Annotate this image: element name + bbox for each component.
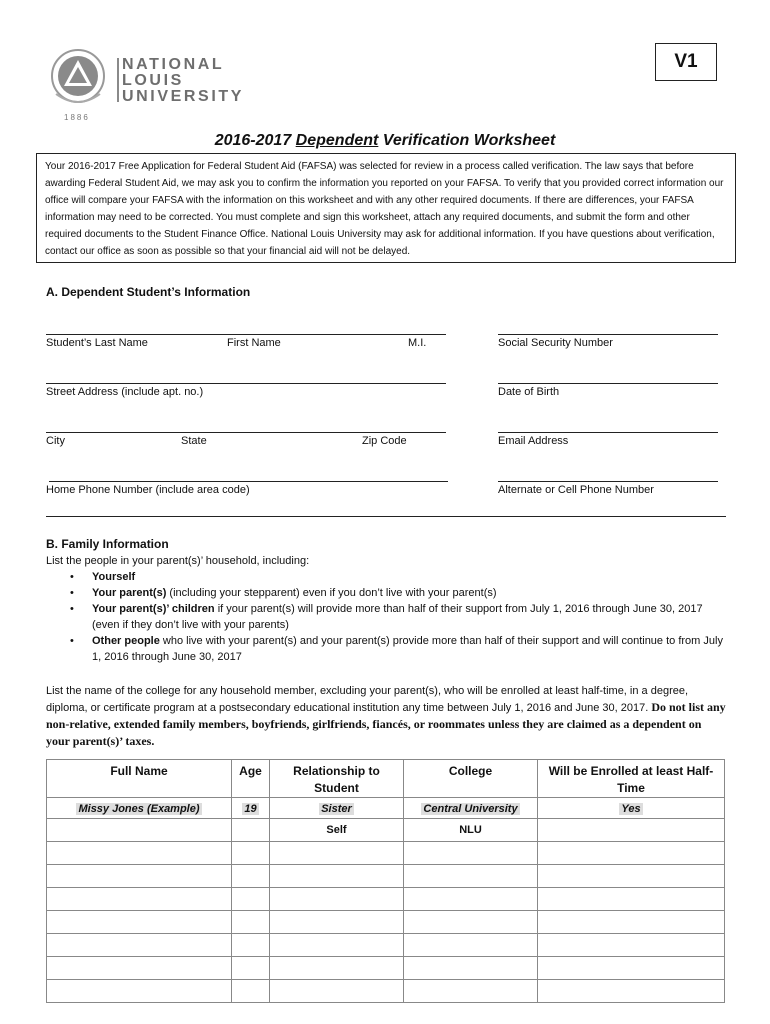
col-enrolled: Will be Enrolled at least Half-Time [538,760,725,798]
table-row [47,842,725,865]
city-line[interactable] [46,432,446,433]
table-cell[interactable] [270,980,404,1003]
table-row [47,980,725,1003]
table-cell [232,798,270,819]
title-suffix: Verification Worksheet [378,132,556,149]
table-row [47,888,725,911]
alt-phone-label: Alternate or Cell Phone Number [498,484,654,496]
table-cell[interactable] [232,934,270,957]
table-cell[interactable] [270,911,404,934]
table-row [47,911,725,934]
example-enrolled: Yes [621,803,641,815]
table-cell[interactable] [47,980,232,1003]
title-underlined: Dependent [295,132,379,149]
list-item [46,633,726,665]
table-row-self [47,819,725,842]
bullet-icon: • [70,587,74,599]
zip-label: Zip Code [362,435,407,447]
dob-line[interactable] [498,383,718,384]
example-name: Missy Jones (Example) [78,803,200,815]
street-line[interactable] [46,383,446,384]
table-cell[interactable] [232,888,270,911]
state-label: State [181,435,207,447]
ssn-label: Social Security Number [498,337,613,349]
example-age: 19 [244,803,257,815]
logo-line-national: NATIONAL [122,56,225,73]
name-line[interactable] [46,334,446,335]
version-box: V1 [655,43,717,81]
table-cell[interactable] [404,957,538,980]
example-college: Central University [423,803,518,815]
table-cell[interactable] [538,865,725,888]
table-cell[interactable] [538,934,725,957]
table-cell[interactable] [232,819,270,842]
table-cell[interactable] [270,957,404,980]
table-cell[interactable] [404,911,538,934]
household-lead: List the people in your parent(s)’ household, including: [46,555,310,567]
list-item [46,585,726,601]
example-relationship: Sister [321,803,352,815]
university-logo-text [122,57,244,105]
table-cell[interactable] [47,865,232,888]
section-b-heading: B. Family Information [46,537,169,551]
table-cell[interactable] [47,957,232,980]
table-cell[interactable] [270,865,404,888]
dob-label: Date of Birth [498,386,560,398]
bullet-text: who live with your parent(s) and your parent(s) provide more than half of their support and will continue to from July 1, 2016 through June 30, 2017 [92,635,723,663]
bullet-icon: • [70,603,74,615]
bullet-text: (including your stepparent) even if you don’t live with your parent(s) [166,587,497,599]
page-title [0,132,770,150]
email-label: Email Address [498,435,569,447]
title-prefix: 2016-2017 [214,132,296,149]
first-name-label: First Name [227,337,281,349]
college-instructions [46,683,726,750]
email-line[interactable] [498,432,718,433]
table-row [47,957,725,980]
mi-label: M.I. [408,337,427,349]
home-phone-label: Home Phone Number (include area code) [46,484,250,496]
col-full-name: Full Name [47,760,232,798]
bullet-bold: Yourself [92,571,136,583]
table-cell[interactable] [47,934,232,957]
bullet-bold: Your parent(s) [92,587,167,599]
logo-line-university: UNIVERSITY [122,88,245,105]
table-cell[interactable] [404,842,538,865]
table-cell[interactable] [538,819,725,842]
table-cell[interactable] [232,842,270,865]
table-cell[interactable] [232,911,270,934]
logo-divider [117,58,119,102]
table-cell[interactable] [538,842,725,865]
table-row-example [47,798,725,819]
col-relationship: Relationship to Student [270,760,404,798]
table-cell: NLU [404,819,538,842]
section-a-heading: A. Dependent Student’s Information [46,285,251,299]
table-cell[interactable] [232,865,270,888]
table-cell[interactable] [270,888,404,911]
table-header-row [47,760,725,798]
table-cell [538,798,725,819]
logo-line-louis: LOUIS [122,72,184,89]
table-cell [404,798,538,819]
table-cell[interactable] [404,934,538,957]
table-cell: Self [270,819,404,842]
col-college: College [404,760,538,798]
list-item [46,569,726,585]
table-cell[interactable] [404,888,538,911]
household-list [46,569,726,665]
college-instructions-warning: Do not list any non-relative, extended family members, boyfriends, girlfriends, fiancés, or roommates unless they are claimed as a dependent on your parent(s)’ taxes. [46,700,726,748]
table-cell[interactable] [538,888,725,911]
household-table [46,759,725,1003]
table-cell [270,798,404,819]
university-seal-icon [50,48,106,110]
table-cell[interactable] [404,865,538,888]
street-label: Street Address (include apt. no.) [46,386,204,398]
bullet-bold: Other people [92,635,160,647]
section-divider [46,516,726,517]
table-cell[interactable] [232,980,270,1003]
table-cell[interactable] [47,842,232,865]
table-cell[interactable] [47,819,232,842]
table-cell[interactable] [538,957,725,980]
table-cell[interactable] [270,842,404,865]
logo-year: 1886 [64,113,90,122]
table-cell[interactable] [232,957,270,980]
col-age: Age [232,760,270,798]
college-instructions-text: List the name of the college for any household member, excluding your parent(s), who will be enrolled at least half-time, in a degree, diploma, or certificate program at a postsecondary educational institution any time between July 1, 2016 and June 30, 2017. [46,685,689,714]
ssn-line[interactable] [498,334,718,335]
table-cell[interactable] [538,980,725,1003]
alt-phone-line[interactable] [498,481,718,482]
bullet-text: if your parent(s) will provide more than half of their support from July 1, 2016 through June 30, 2017 (even if they don’t live with your parents) [92,603,703,631]
list-item [46,601,726,633]
last-name-label: Student’s Last Name [46,337,148,349]
table-row [47,934,725,957]
city-label: City [46,435,65,447]
home-phone-line[interactable] [49,481,448,482]
table-cell[interactable] [270,934,404,957]
table-row [47,865,725,888]
table-cell[interactable] [47,888,232,911]
intro-paragraph: Your 2016-2017 Free Application for Federal Student Aid (FAFSA) was selected for review in a process called verification. The law says that before awarding Federal Student Aid, we may ask you to confirm the information you reported on your FAFSA. To verify that you provided correct information our office will compare your FAFSA with the information on this worksheet and with any other required documents. If there are differences, your FAFSA information may need to be corrected. You must complete and sign this worksheet, attach any required documents, and submit the form and other required documents to the Student Finance Office. National Louis University may ask for additional information. If you have questions about verification, contact our office as soon as possible so that your financial aid will not be delayed. [36,153,736,263]
table-cell[interactable] [47,911,232,934]
table-cell[interactable] [404,980,538,1003]
bullet-icon: • [70,571,74,583]
bullet-icon: • [70,635,74,647]
bullet-bold: Your parent(s)’ children [92,603,215,615]
table-cell[interactable] [538,911,725,934]
table-cell [47,798,232,819]
